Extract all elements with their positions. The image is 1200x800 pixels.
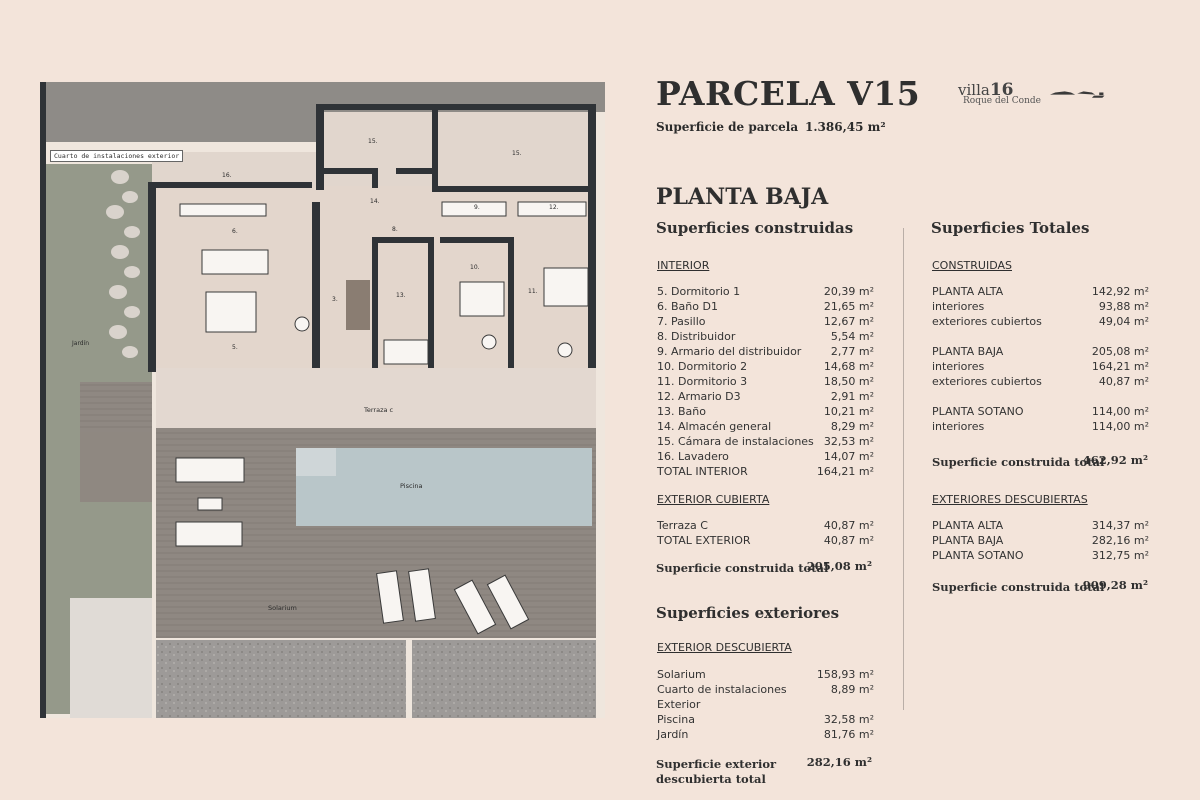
exterior-row-label: Piscina — [657, 713, 695, 726]
uncovered-row-label: PLANTA SOTANO — [932, 549, 1024, 562]
exterior-row-label: Exterior — [657, 698, 701, 711]
plan-label-room-15b: 15. — [512, 150, 522, 157]
interior-total-label: TOTAL INTERIOR — [657, 465, 748, 478]
uncovered-row-value: 314,37 m² — [1091, 519, 1149, 532]
plan-label-terrace: Terraza c — [364, 406, 394, 414]
plan-label-room-12: 12. — [549, 204, 559, 211]
built-totals-heading: CONSTRUIDAS — [932, 259, 1012, 272]
exterior-row-label: Cuarto de instalaciones — [657, 683, 787, 696]
plan-label-garden: Jardín — [72, 340, 90, 347]
interior-row-label: 12. Armario D3 — [657, 390, 741, 403]
interior-row-label: 13. Baño — [657, 405, 706, 418]
uncovered-row-label: PLANTA BAJA — [932, 534, 1004, 547]
interior-row-label: 16. Lavadero — [657, 450, 729, 463]
exterior-row-value: 8,89 m² — [830, 683, 874, 696]
covered-row-value: 40,87 m² — [823, 519, 874, 532]
interior-row-label: 8. Distribuidor — [657, 330, 736, 343]
plan-label-installations: Cuarto de instalaciones exterior — [50, 150, 183, 162]
totals-row-label: PLANTA ALTA — [932, 285, 1004, 298]
totals-row-label: exteriores cubiertos — [932, 375, 1042, 388]
totals-row-label: interiores — [932, 300, 985, 313]
plan-label-room-9: 9. — [474, 204, 480, 211]
interior-row-label: 7. Pasillo — [657, 315, 706, 328]
totals-row-label: interiores — [932, 420, 985, 433]
interior-row-label: 14. Almacén general — [657, 420, 772, 433]
logo-subtitle: Roque del Conde — [963, 96, 1041, 106]
interior-row-value: 32,53 m² — [823, 435, 874, 448]
floor-plan — [40, 82, 605, 718]
floor-plan-drawing — [40, 82, 605, 718]
built-surfaces-heading: Superficies construidas — [656, 219, 854, 237]
plan-label-room-3: 3. — [332, 296, 338, 303]
exterior-row-label: Jardín — [657, 728, 689, 741]
built-grand-total-label: Superficie construida total — [932, 455, 1105, 469]
built-total-value: 205,08 m² — [806, 559, 872, 573]
plan-label-room-10: 10. — [470, 264, 480, 271]
interior-row-value: 5,54 m² — [830, 330, 874, 343]
column-divider — [903, 228, 904, 710]
interior-row-label: 10. Dormitorio 2 — [657, 360, 748, 373]
interior-row-value: 14,68 m² — [823, 360, 874, 373]
totals-row-value: 40,87 m² — [1098, 375, 1149, 388]
interior-row-label: 15. Cámara de instalaciones — [657, 435, 814, 448]
totals-row-value: 164,21 m² — [1091, 360, 1149, 373]
covered-row-label: Terraza C — [657, 519, 708, 532]
totals-row-value: 49,04 m² — [1098, 315, 1149, 328]
totals-row-label: exteriores cubiertos — [932, 315, 1042, 328]
totals-row-value: 93,88 m² — [1098, 300, 1149, 313]
interior-row-label: 5. Dormitorio 1 — [657, 285, 741, 298]
plot-area-value: 1.386,45 m² — [805, 120, 886, 134]
exterior-row-label: Solarium — [657, 668, 706, 681]
uncovered-row-value: 312,75 m² — [1091, 549, 1149, 562]
plan-label-room-5: 5. — [232, 344, 238, 351]
exterior-surfaces-heading: Superficies exteriores — [656, 604, 840, 622]
interior-row-value: 18,50 m² — [823, 375, 874, 388]
interior-row-value: 14,07 m² — [823, 450, 874, 463]
totals-row-label: PLANTA SOTANO — [932, 405, 1024, 418]
uncovered-exterior-heading: EXTERIOR DESCUBIERTA — [657, 641, 792, 654]
totals-row-value: 142,92 m² — [1091, 285, 1149, 298]
plan-label-room-13: 13. — [396, 292, 406, 299]
plot-area-label: Superficie de parcela — [656, 120, 799, 134]
exterior-total-label-2: descubierta total — [656, 772, 766, 786]
totals-heading: Superficies Totales — [931, 219, 1090, 237]
plan-label-room-16: 16. — [222, 172, 232, 179]
interior-row-value: 21,65 m² — [823, 300, 874, 313]
interior-total-value: 164,21 m² — [816, 465, 874, 478]
plan-label-room-8: 8. — [392, 226, 398, 233]
plan-label-pool: Piscina — [400, 482, 423, 490]
totals-row-value: 205,08 m² — [1091, 345, 1149, 358]
plan-label-room-6: 6. — [232, 228, 238, 235]
interior-row-label: 9. Armario del distribuidor — [657, 345, 802, 358]
plan-label-solarium: Solarium — [268, 604, 297, 612]
plan-label-room-14: 14. — [370, 198, 380, 205]
interior-row-value: 20,39 m² — [823, 285, 874, 298]
interior-row-value: 12,67 m² — [823, 315, 874, 328]
totals-row-value: 114,00 m² — [1091, 405, 1149, 418]
page-title: PARCELA V15 — [656, 74, 921, 113]
totals-row-label: interiores — [932, 360, 985, 373]
interior-row-label: 11. Dormitorio 3 — [657, 375, 748, 388]
uncovered-row-value: 282,16 m² — [1091, 534, 1149, 547]
exterior-total-value: 282,16 m² — [806, 755, 872, 769]
exterior-row-value: 81,76 m² — [823, 728, 874, 741]
covered-total-value: 40,87 m² — [823, 534, 874, 547]
interior-row-label: 6. Baño D1 — [657, 300, 718, 313]
exterior-row-value: 158,93 m² — [816, 668, 874, 681]
built-grand-total-value: 462,92 m² — [1082, 453, 1148, 467]
totals-row-value: 114,00 m² — [1091, 420, 1149, 433]
interior-row-value: 10,21 m² — [823, 405, 874, 418]
built-total-label: Superficie construida total — [656, 561, 829, 575]
interior-row-value: 2,91 m² — [830, 390, 874, 403]
interior-heading: INTERIOR — [657, 259, 710, 272]
uncovered-grand-total-value: 909,28 m² — [1082, 578, 1148, 592]
floor-title: PLANTA BAJA — [656, 184, 829, 210]
totals-row-label: PLANTA BAJA — [932, 345, 1004, 358]
interior-row-value: 2,77 m² — [830, 345, 874, 358]
logo-name: villa16 — [958, 80, 1014, 100]
uncovered-totals-heading: EXTERIORES DESCUBIERTAS — [932, 493, 1088, 506]
covered-total-label: TOTAL EXTERIOR — [657, 534, 751, 547]
uncovered-row-label: PLANTA ALTA — [932, 519, 1004, 532]
exterior-total-label-1: Superficie exterior — [656, 757, 777, 771]
covered-exterior-heading: EXTERIOR CUBIERTA — [657, 493, 770, 506]
uncovered-grand-total-label: Superficie construida total — [932, 580, 1105, 594]
exterior-row-value: 32,58 m² — [823, 713, 874, 726]
interior-row-value: 8,29 m² — [830, 420, 874, 433]
logo-villa-silhouette-icon — [1050, 78, 1160, 108]
plan-label-room-15a: 15. — [368, 138, 378, 145]
plan-label-room-11: 11. — [528, 288, 538, 295]
